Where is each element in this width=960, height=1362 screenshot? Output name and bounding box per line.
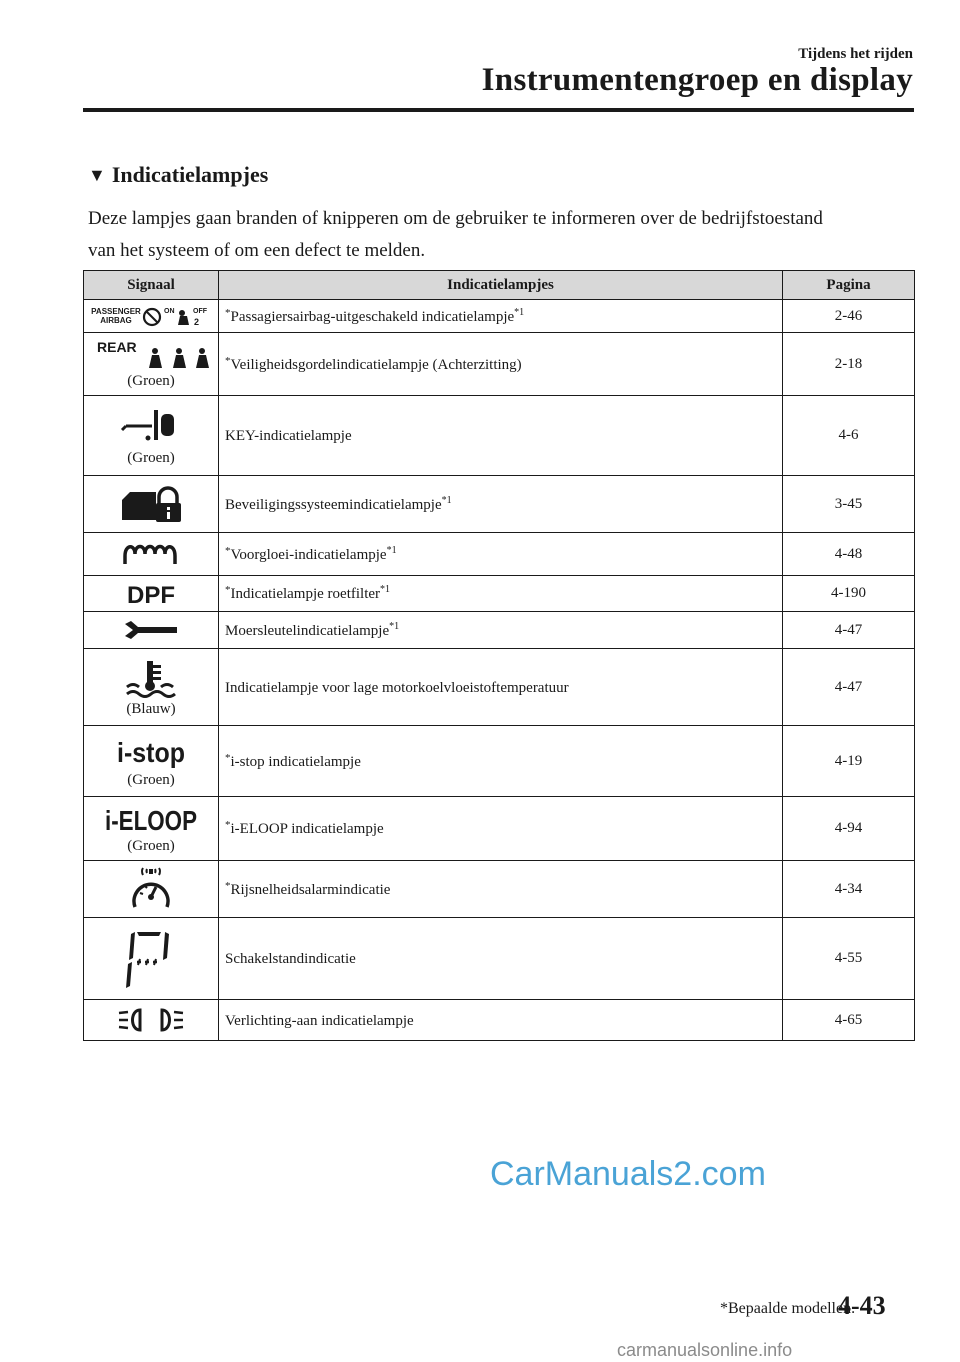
signal-cell: [84, 333, 219, 396]
wrench-icon: [121, 619, 181, 641]
signal-cell: [84, 533, 219, 576]
asterisk: *: [225, 879, 231, 892]
icon-label: i-ELOOP: [105, 805, 197, 836]
shift-position-icon: [121, 928, 181, 990]
asterisk: *: [225, 354, 231, 367]
lamp-label: Indicatielampje voor lage motorkoelvloeistoftemperatuur: [225, 679, 569, 696]
signal-cell: [84, 861, 219, 918]
description-cell: [219, 726, 783, 797]
icon-label: OFF: [193, 308, 207, 315]
table-row: [84, 396, 915, 476]
color-note: (Groen): [127, 771, 175, 788]
table-row: [84, 861, 915, 918]
passenger-airbag-off-icon: [90, 305, 212, 327]
color-note: (Groen): [127, 838, 175, 854]
footnote-ref: *1: [441, 494, 452, 506]
lights-on-icon: [116, 1006, 186, 1034]
description-cell: [219, 612, 783, 649]
table-row: [84, 1000, 915, 1041]
signal-cell: [84, 1000, 219, 1041]
footnote-ref: *1: [389, 620, 400, 632]
security-system-icon: [116, 484, 186, 524]
description-cell: [219, 861, 783, 918]
i-stop-icon: [113, 734, 189, 768]
footnote-ref: *1: [386, 544, 397, 556]
table-row: [84, 649, 915, 726]
lamp-label: Indicatielampje roetfilter: [230, 586, 381, 602]
indicator-table: [83, 270, 915, 1041]
column-header: Indicatielampjes: [219, 271, 783, 300]
description-cell: [219, 1000, 783, 1041]
table-row: [84, 576, 915, 612]
lamp-label: Passagiersairbag-uitgeschakeld indicatielampje: [230, 308, 515, 325]
lamp-label: i-stop indicatielampje: [230, 753, 361, 770]
description-cell: [219, 797, 783, 861]
signal-cell: [84, 918, 219, 1000]
column-header: Pagina: [783, 271, 915, 300]
color-note: (Groen): [127, 372, 175, 389]
page-cell: 4-47: [783, 612, 915, 649]
signal-cell: [84, 649, 219, 726]
signal-cell: [84, 476, 219, 533]
icon-label: i-stop: [117, 736, 185, 768]
table-row: [84, 918, 915, 1000]
signal-cell: [84, 576, 219, 612]
page-cell: 4-65: [783, 1000, 915, 1041]
lamp-label: i-ELOOP indicatielampje: [230, 821, 384, 837]
icon-label: PASSENGER: [91, 307, 141, 316]
footnote-ref: *1: [380, 584, 391, 595]
glow-plug-icon: [121, 540, 181, 568]
page-cell: 2-46: [783, 300, 915, 333]
asterisk: *: [225, 819, 231, 831]
signal-cell: [84, 612, 219, 649]
lamp-label: Verlichting-aan indicatielampje: [225, 1012, 414, 1029]
lamp-label: Veiligheidsgordelindicatielampje (Achterzitting): [230, 356, 522, 373]
source-watermark: carmanualsonline.info: [617, 1340, 793, 1360]
page-cell: 4-94: [783, 797, 915, 861]
rear-seatbelt-icon: [91, 339, 211, 369]
header-rule: [83, 108, 914, 112]
color-note: (Blauw): [126, 700, 176, 717]
table-row: [84, 726, 915, 797]
dpf-icon: [116, 581, 186, 607]
low-coolant-temperature-icon: [121, 657, 181, 697]
table-row: [84, 300, 915, 333]
signal-cell: [84, 300, 219, 333]
i-eloop-icon: [101, 802, 201, 834]
signal-cell: [84, 396, 219, 476]
triangle-bullet-icon: ▼: [88, 164, 106, 185]
lamp-label: Beveiligingssysteemindicatielampje: [225, 496, 442, 513]
description-cell: [219, 396, 783, 476]
lamp-label: Schakelstandindicatie: [225, 951, 356, 967]
description-cell: [219, 533, 783, 576]
lamp-label: Rijsnelheidsalarmindicatie: [230, 881, 391, 898]
signal-cell: [84, 797, 219, 861]
page-cell: 3-45: [783, 476, 915, 533]
description-cell: [219, 576, 783, 612]
description-cell: [219, 649, 783, 726]
page-cell: 4-55: [783, 918, 915, 1000]
section-title: Instrumentengroep en display: [481, 62, 913, 98]
signal-cell: [84, 726, 219, 797]
description-cell: [219, 918, 783, 1000]
table-row: [84, 476, 915, 533]
watermark-logo: CarManuals2.com: [490, 1155, 766, 1193]
svg-text:2: 2: [194, 317, 200, 327]
key-indicator-icon: [116, 404, 186, 446]
asterisk: *: [225, 751, 231, 764]
footnote-ref: *1: [514, 306, 525, 318]
table-row: [84, 797, 915, 861]
lamp-label: Voorgloei-indicatielampje: [230, 546, 387, 563]
page-cell: 4-48: [783, 533, 915, 576]
page-cell: 2-18: [783, 333, 915, 396]
asterisk: *: [225, 544, 231, 557]
table-row: [84, 612, 915, 649]
page-number: 4-43: [838, 1291, 886, 1320]
description-cell: [219, 476, 783, 533]
intro-paragraph: Deze lampjes gaan branden of knipperen om de gebruiker te informeren over de bedrijfstoestand van het systeem of om een defect te melden.: [88, 208, 823, 261]
table-row: [84, 533, 915, 576]
page-cell: 4-19: [783, 726, 915, 797]
page-cell: 4-47: [783, 649, 915, 726]
speed-alarm-icon: [121, 867, 181, 911]
subsection-heading: [88, 162, 268, 188]
footnote-text: *Bepaalde modellen.: [720, 1300, 856, 1317]
icon-label: REAR: [97, 338, 137, 355]
lamp-label: KEY-indicatielampje: [225, 428, 352, 444]
column-header: Signaal: [84, 271, 219, 300]
lamp-label: Moersleutelindicatielampje: [225, 622, 390, 639]
asterisk: *: [225, 584, 231, 596]
page-cell: 4-190: [783, 576, 915, 612]
heading-text: Indicatielampjes: [111, 162, 269, 187]
table-header-row: [84, 271, 915, 300]
asterisk: *: [225, 306, 231, 319]
icon-label: ON: [164, 308, 175, 315]
description-cell: [219, 333, 783, 396]
chapter-title: Tijdens het rijden: [798, 46, 913, 62]
page-cell: 4-6: [783, 396, 915, 476]
page-cell: 4-34: [783, 861, 915, 918]
description-cell: [219, 300, 783, 333]
icon-label: AIRBAG: [100, 316, 132, 325]
icon-label: DPF: [127, 581, 175, 609]
table-row: [84, 333, 915, 396]
color-note: (Groen): [127, 450, 175, 466]
